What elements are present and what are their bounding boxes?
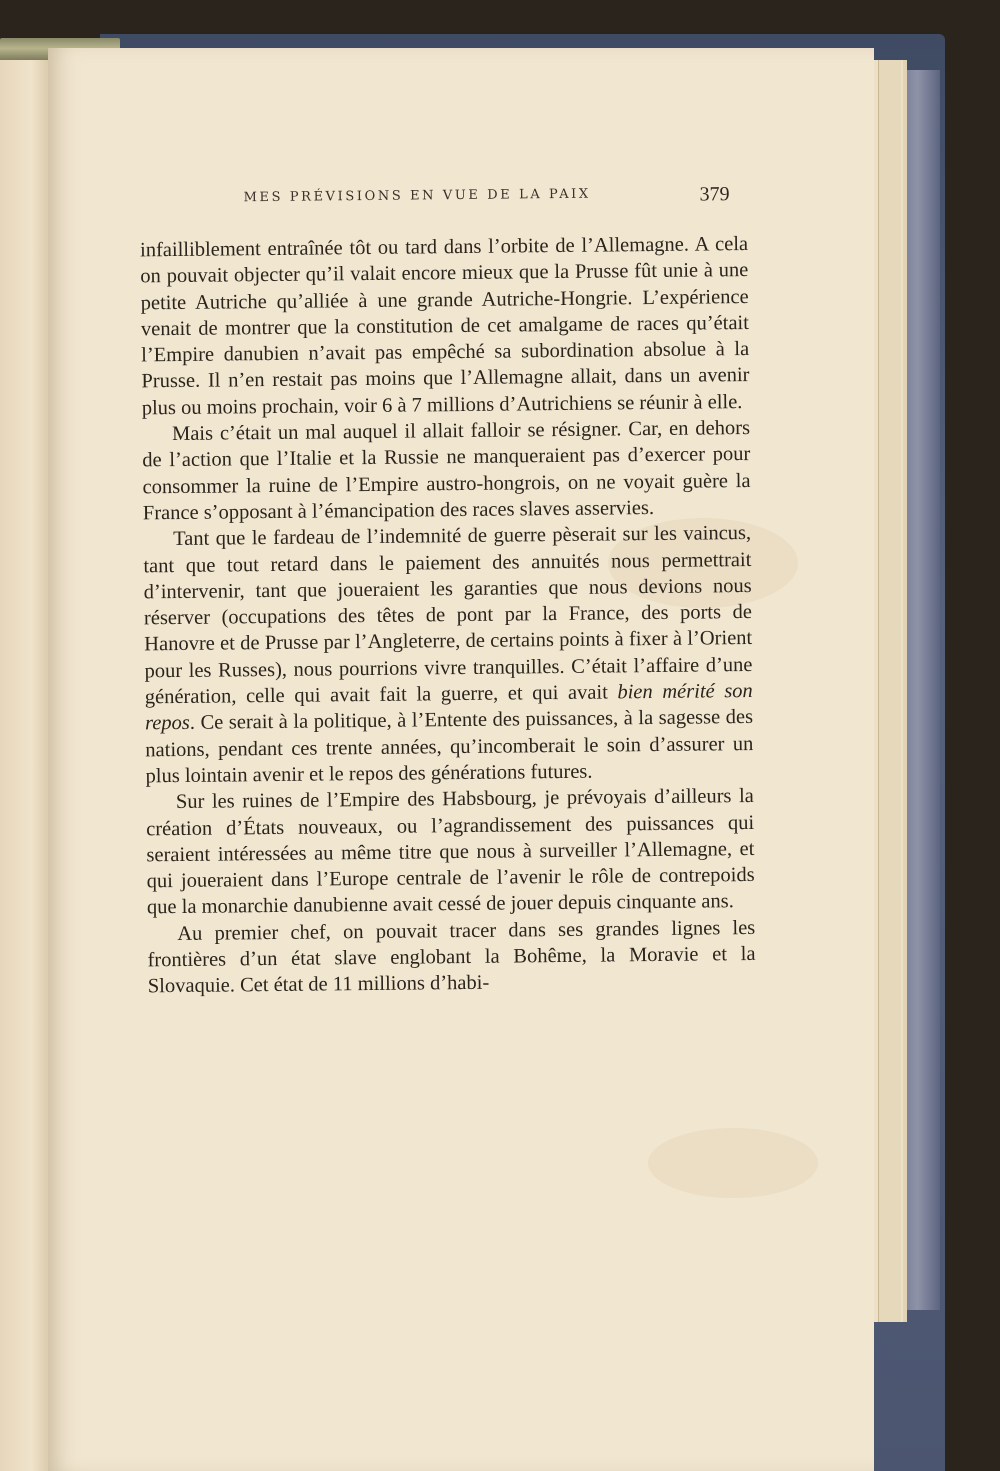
paragraph: Sur les ruines de l’Empire des Habsbourg, je prévoyais d’ailleurs la création d’États nouveaux, ou l’agrandissement des puissances qui seraient intéressées au même titre que nous à surveiller l’Allemagne, et qui joueraient dans l’Europe centrale de l’avenir le rôle de contrepoids que la monarchie danubienne avait cessé de jouer depuis cinquante ans.	[146, 785, 755, 919]
page-number: 379	[699, 183, 730, 206]
book-page	[48, 48, 874, 1471]
facing-page-edge	[0, 60, 52, 1471]
paragraph	[143, 520, 754, 789]
paragraph: infailliblement entraînée tôt ou tard dans l’orbite de l’Allemagne. A cela on pouvait objecter qu’il valait encore mieux que la Prusse fût unie à une petite Autriche qu’alliée à une grande Autriche-Hongrie. L’expérience venait de montrer que la constitution de cet amalgame de races qu’était l’Empire danubien n’avait pas empêché sa subordination absolue à la Prusse. Il n’en restait pas moins que l’Allemagne allait, dans un avenir plus ou moins prochain, voir 6 à 7 millions d’Autrichiens se réunir à elle.	[139, 233, 750, 420]
running-head: MES PRÉVISIONS EN VUE DE LA PAIX	[243, 186, 591, 206]
paragraph: Au premier chef, on pouvait tracer dans ses grandes lignes les frontières d’un état slave englobant la Bohême, la Moravie et la Slovaquie. Cet état de 11 millions d’habi-	[147, 916, 756, 998]
paragraph: Mais c’était un mal auquel il allait falloir se résigner. Car, en dehors de l’action que l’Italie et la Russie ne manqueraient pas d’exercer pour consommer la ruine de l’Empire austro-hongrois, on ne voyait guère la France s’opposant à l’émancipation des races slaves asservies.	[142, 417, 751, 525]
paragraph-text: . Ce serait à la politique, à l’Entente des puissances, à la sagesse des nations, pendant ces trente années, qu’incomberait le soin d’assurer un plus lointain avenir et le repos des générations futures.	[145, 706, 754, 788]
page-content	[48, 44, 889, 1471]
italic-phrase: bien mérité son repos	[144, 680, 753, 735]
paragraph-text: Tant que le fardeau de l’indemnité de guerre pèserait sur les vaincus, tant que tout retard dans le paiement des annuités nous permettrait d’intervenir, tant que joueraient les garanties que nous devions nous réserver (occupations des têtes de pont par la France, des ports de Hanovre et de Prusse par l’Angleterre, de certains points à fixer à l’Orient pour les Russes), nous pourrions vivre tranquilles. C’était l’affaire d’une génération, celle qui avait fait la guerre, et qui avait	[143, 522, 753, 709]
body-text	[140, 231, 756, 1000]
